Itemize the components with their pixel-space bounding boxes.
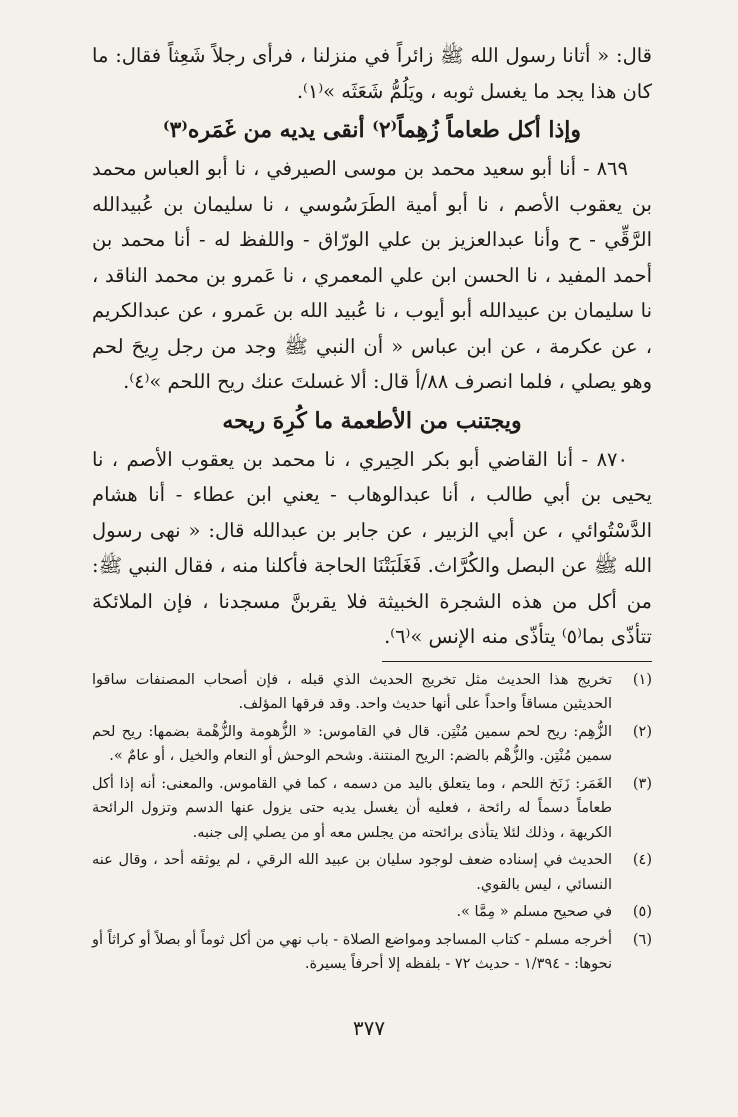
- footnote-item: [92, 772, 652, 846]
- footnote-divider: [382, 661, 652, 662]
- footnote-text: تخريج هذا الحديث مثل تخريج الحديث الذي قبله ، فإن أصحاب المصنفات ساقوا الحديثين مساقاً واحداً على أنها حديث واحد. وقد فرقها المؤلف.: [92, 671, 612, 712]
- footnote-number: (٢): [632, 723, 652, 740]
- paragraph-hadith-869: ٨٦٩ - أنا أبو سعيد محمد بن موسى الصيرفي ، نا أبو العباس محمد بن يعقوب الأصم ، نا أبو أمية الطَرَسُوسي ، نا سليمان بن عُبيدالله الرَّقِّي - ح وأنا عبدالعزيز بن علي الورّاق - واللفظ له - أنا محمد بن أحمد المفيد ، نا الحسن ابن علي المعمري ، نا عَمرو بن محمد الناقد ، نا سليمان بن عبيدالله أبو أيوب ، نا عُبيد الله بن عَمرو ، عن عبدالكريم ، عن عكرمة ، عن ابن عباس « أن النبي ﷺ وجد من رجل رِيحَ لحم وهو يصلي ، فلما انصرف ٨٨/أ قال: ألا غسلتَ عنك ريح اللحم »⁽٤⁾.: [92, 157, 652, 393]
- footnote-number: (١): [632, 671, 652, 688]
- footnote-text: أخرجه مسلم - كتاب المساجد ومواضع الصلاة - باب نهي من أكل ثوماً أو بصلاً أو كراثاً أو نحوها: - ١/٣٩٤ - حديث ٧٢ - بلفظه إلا أحرفاً يسيرة.: [92, 931, 612, 972]
- footnote-item: [92, 900, 652, 925]
- footnote-item: [92, 848, 652, 897]
- footnote-number: (٦): [632, 931, 652, 948]
- footnote-text: الزُّهِم: ريح لحم سمين مُنْتِن. قال في القاموس: « الزُّهومة والزُّهْمة بضمها: ريح لحم سمين مُنْتِن. والزُّهْم بالضم: الريح المنتنة. وشحم الوحش أو النعام والخيل ، أو عامٌ ».: [92, 723, 612, 764]
- footnote-item: [92, 668, 652, 717]
- footnote-text: في صحيح مسلم « مِمَّا ».: [456, 904, 612, 920]
- footnote-item: [92, 720, 652, 769]
- paragraph-hadith-870: ٨٧٠ - أنا القاضي أبو بكر الحِيري ، نا محمد بن يعقوب الأصم ، نا يحيى بن أبي طالب ، أنا عبدالوهاب - يعني ابن عطاء - أنا هشام الدَّسْتُوائي ، عن أبي الزبير ، عن جابر بن عبدالله قال: « نهى رسول الله ﷺ عن البصل والكُرَّاث. فَغَلَبَتْنَا الحاجة فأكلنا منه ، فقال النبي ﷺ: من أكل من هذه الشجرة الخبيثة فلا يقربنَّ مسجدنا ، فإن الملائكة تتأذّى بما⁽٥⁾ يتأذّى منه الإنس »⁽٦⁾.: [92, 447, 652, 648]
- footnote-text: الحديث في إسناده ضعف لوجود سليان بن عبيد الله الرقي ، لم يوثقه أحد ، وقال عنه النسائي ، ليس بالقوي.: [92, 852, 612, 893]
- section-heading-avoid-foods: ويجتنب من الأطعمة ما كُرِهَ ريحه: [222, 407, 522, 434]
- footnotes-list: [92, 668, 652, 977]
- footnote-item: [92, 928, 652, 977]
- main-text: [92, 38, 652, 655]
- footnote-text: الغَمَر: زَنَخ اللحم ، وما يتعلق باليد من دسمه ، كما في القاموس. والمعنى: أنه إذا أكل طعاماً دسماً له رائحة ، فعليه أن يغسل يديه حتى يزول عنها الدسم وتزول الرائحة الكريهة ، وذلك لئلا يتأذى برائحته من يجلس معه أو من يصلي إلى جنبه.: [92, 775, 612, 841]
- footnote-number: (٤): [632, 852, 652, 868]
- footnote-number: (٥): [632, 904, 652, 920]
- footnote-number: (٣): [632, 775, 652, 792]
- section-heading-washing-hands: وإذا أكل طعاماً زُهِماً⁽٢⁾ أنقى يديه من غَمَره⁽٣⁾: [162, 117, 582, 143]
- page-number: ٣٧٧: [352, 1016, 386, 1040]
- paragraph-hadith-intro: قال: « أتانا رسول الله ﷺ زائراً في منزلنا ، فرأى رجلاً شَعِثاً فقال: ما كان هذا يجد ما يغسل ثوبه ، ويَلُمُّ شَعَثَه »⁽١⁾.: [92, 44, 652, 103]
